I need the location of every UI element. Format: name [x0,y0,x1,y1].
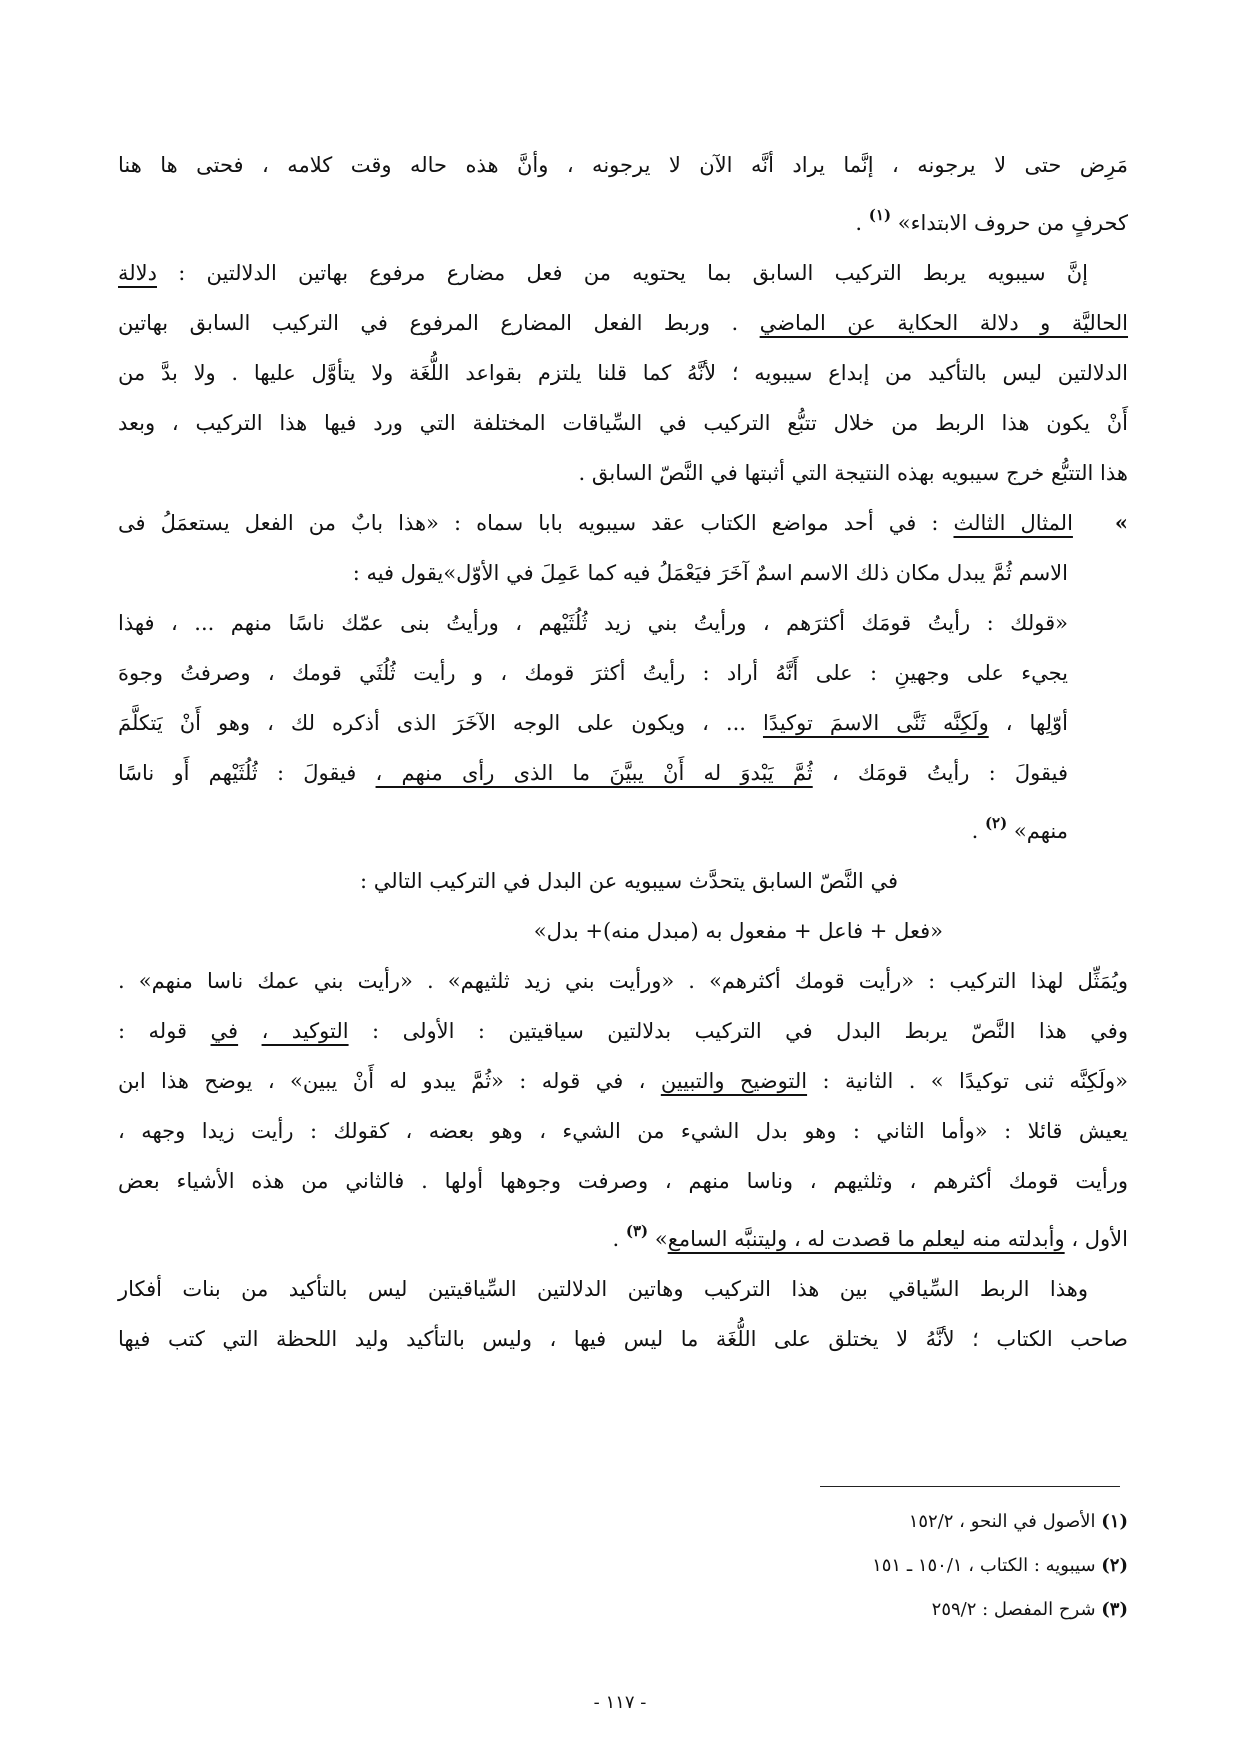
underlined-text: دلالة [118,261,157,285]
footnote-number: (٢) [1101,1555,1128,1576]
footnote-marker: (١) [868,206,892,224]
quote-line [118,698,1128,748]
page-body [118,140,1128,1364]
text: » [897,211,911,235]
underlined-text: ثُمَّ يَبْدوَ له أَنْ يبيَّنَ ما الذى رأى منهم ، [375,761,813,785]
footnote-item [500,1588,1128,1632]
text: » [654,1227,668,1251]
paragraph-line [118,1056,1128,1106]
text: «ولَكِنَّه ثنى توكيدًا » . الثانية : [822,1069,1128,1093]
paragraph-line: يعيش قائلا : «وأما الثاني : وهو بدل الشيء من الشيء ، وهو بعضه ، كقولك : رأيت زيدا وجهه ، [118,1119,1128,1143]
paragraph-line [118,1006,1128,1056]
paragraph-line: أَنْ يكون هذا الربط من خلال تتبُّع التركيب في السِّياقات المختلفة التي ورد فيها هذا التركيب ، وبعد [118,411,1128,435]
text: ... ، ويكون على الوجه الآخَرَ الذى أذكره لك ، وهو أَنْ يَتكلَّمَ [118,711,746,735]
paragraph-line: هذا التتبُّع خرج سيبويه بهذه النتيجة التي أثبتها في النَّصّ السابق . [578,461,1128,485]
underlined-text: وأبدلته منه ليعلم ما قصدت له ، وليتنبَّه السامع [667,1227,1065,1251]
paragraph-line [118,190,1128,248]
footnote-number: (١) [1101,1511,1128,1532]
text: منهم» [1013,819,1068,843]
paragraph-line: في النَّصّ السابق يتحدَّث سيبويه عن البدل في التركيب التالي : [359,869,898,893]
paragraph-line [118,298,1128,348]
formula-line: «فعل + فاعل + مفعول به (مبدل منه)+ بدل» [533,919,943,943]
quote-line: يجيء على وجهينِ : على أَنَّهُ أراد : رأيتُ أكثرَ قومك ، و رأيت ثُلُثَي قومك ، وصرفتُ وجوهَ [118,661,1068,685]
paragraph-line: الاسم ثُمَّ يبدل مكان ذلك الاسم اسمٌ آخَرَ فيَعْمَلُ فيه كما عَمِلَ في الأوّل»يقول فيه : [352,561,1068,585]
footnotes [500,1500,1128,1632]
page-number: - ١١٧ - [593,1692,647,1713]
paragraph-line [118,248,1128,298]
text: أوّلِها ، [1005,711,1068,735]
footnote-text: الأصول في النحو ، ١٥٢/٢ [908,1511,1096,1532]
text: وفي هذا النَّصّ يربط البدل في التركيب بدلالتين سياقيتين : الأولى : [372,1019,1128,1043]
paragraph-line [118,498,1128,548]
text: كحرفٍ من حروف الابتداء [910,211,1128,235]
paragraph-line: مَرِض حتى لا يرجونه ، إنَّما يراد أنَّه الآن لا يرجونه ، وأنَّ هذه حاله وقت كلامه ، فحتى ها هنا [118,153,1128,177]
text: الأول ، [1071,1227,1128,1251]
underlined-text: ولَكِنَّه ثَنَّى الاسمَ توكيدًا [762,711,989,735]
text: . [612,1227,620,1251]
text: ، في قوله : «ثُمَّ يبدو له أَنْ يبين» ، يوضح هذا ابن [118,1069,646,1093]
underlined-text: التوضيح والتبيين [660,1069,808,1093]
paragraph-line: الدلالتين ليس بالتأكيد من إبداع سيبويه ؛ لأنَّهُ كما قلنا يلتزم بقواعد اللُّغَة ولا يتأوَّل عليها . ولا بدَّ من [118,361,1128,385]
text: : في أحد مواضع الكتاب عقد سيبويه بابا سماه : «هذا بابٌ من الفعل يستعمَلُ فى [118,511,939,535]
example-label: المثال الثالث [953,511,1073,535]
bullet-marker: » [1114,510,1128,535]
paragraph-line: ورأيت قومك أكثرهم ، وثلثيهم ، وناسا منهم ، وصرفت وجوهها أولها . فالثاني من هذه الأشياء بعض [118,1169,1128,1193]
text: . وربط الفعل المضارع المرفوع في التركيب السابق بهاتين [118,311,739,335]
underlined-text: الحاليَّة و دلالة الحكاية عن الماضي [759,311,1129,335]
quote-line [118,748,1128,798]
text: فيقولَ : رأيتُ قومَك ، [831,761,1068,785]
footnote-number: (٣) [1101,1599,1128,1620]
paragraph-line: وهذا الربط السِّياقي بين هذا التركيب وهاتين الدلالتين السِّياقيتين ليس بالتأكيد من بنات أفكار [118,1277,1088,1301]
footnote-separator [820,1486,1120,1487]
paragraph-line: ويُمَثِّل لهذا التركيب : «رأيت قومك أكثرهم» . «ورأيت بني زيد ثلثيهم» . «رأيت بني عمك ناسا منهم» . [118,969,1128,993]
footnote-text: شرح المفصل : ٢٥٩/٢ [931,1599,1096,1620]
underlined-text: التوكيد ، [261,1019,349,1043]
underlined-text: في [210,1019,239,1043]
footnote-marker: (٣) [625,1222,649,1240]
text: . [855,211,863,235]
footnote-item [500,1500,1128,1544]
text: فيقولَ : ثُلُثَيْهم أَو ناسًا [118,761,357,785]
footnote-item [500,1544,1128,1588]
quote-line: «قولك : رأيتُ قومَك أكثرَهم ، ورأيتُ بني زيد ثُلُثَيْهم ، ورأيتُ بنى عمّك ناسًا منهم ... ، فهذا [118,611,1068,635]
paragraph-line [118,1206,1128,1264]
text: . [971,819,979,843]
quote-line [118,798,1128,856]
text: إنَّ سيبويه يربط التركيب السابق بما يحتويه من فعل مضارع مرفوع بهاتين الدلالتين : [178,261,1089,285]
footnote-marker: (٢) [984,814,1008,832]
paragraph-line: صاحب الكتاب ؛ لأنَّهُ لا يختلق على اللُّغَة ما ليس فيها ، وليس بالتأكيد وليد اللحظة التي كتب فيها [118,1327,1128,1351]
text: قوله : [118,1019,188,1043]
footnote-text: سيبويه : الكتاب ، ١٥٠/١ ـ ١٥١ [872,1555,1096,1576]
